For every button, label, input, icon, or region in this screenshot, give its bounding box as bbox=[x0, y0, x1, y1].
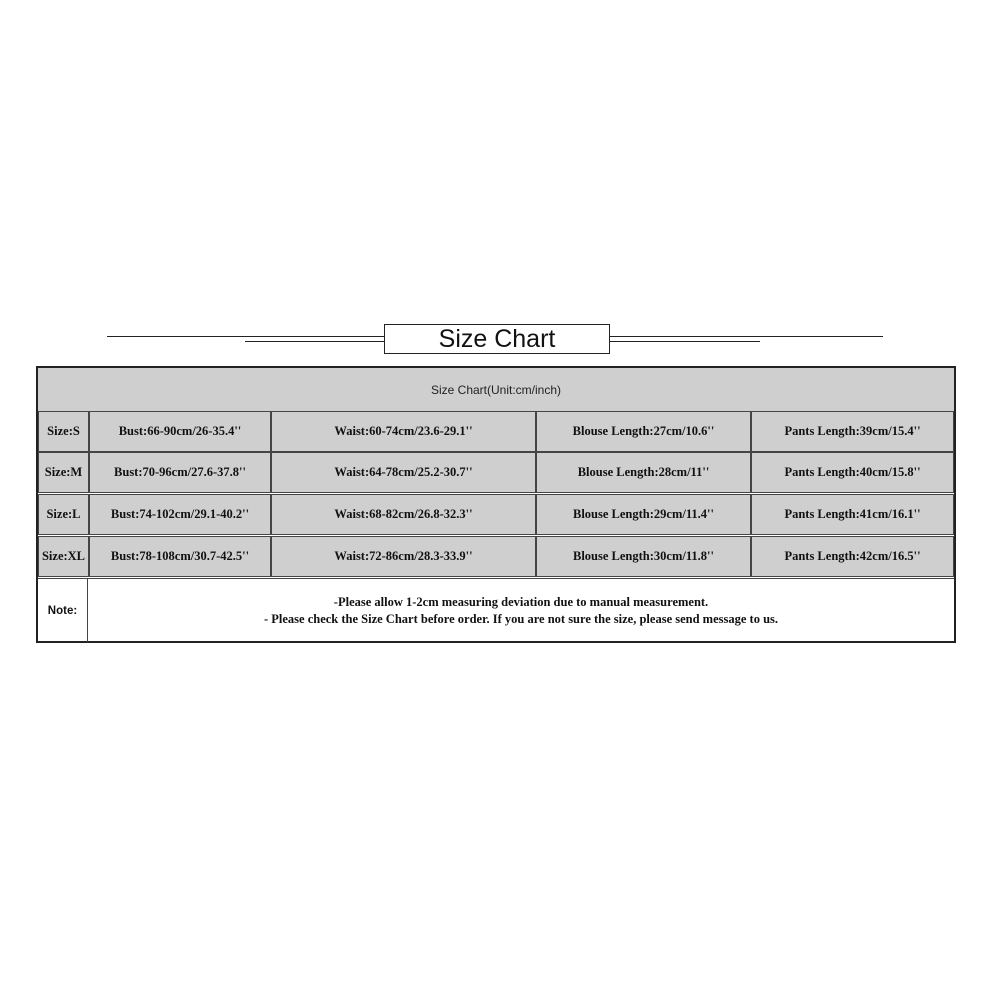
size-cell: Size:M bbox=[38, 452, 89, 493]
note-row bbox=[38, 578, 954, 642]
size-cell: Size:L bbox=[38, 494, 89, 535]
bust-cell: Bust:78-108cm/30.7-42.5'' bbox=[89, 536, 271, 577]
title-divider-left-long bbox=[107, 336, 384, 337]
waist-cell: Waist:60-74cm/23.6-29.1'' bbox=[271, 411, 536, 452]
note-line: - Please check the Size Chart before order. If you are not sure the size, please send message to us. bbox=[263, 611, 779, 626]
table-row bbox=[38, 494, 954, 535]
pants-length-cell: Pants Length:40cm/15.8'' bbox=[751, 452, 954, 493]
table-row bbox=[38, 536, 954, 577]
title-divider-left-short bbox=[245, 341, 384, 342]
bust-cell: Bust:66-90cm/26-35.4'' bbox=[89, 411, 271, 452]
size-cell: Size:XL bbox=[38, 536, 89, 577]
waist-cell: Waist:72-86cm/28.3-33.9'' bbox=[271, 536, 536, 577]
size-chart-table bbox=[36, 366, 956, 643]
pants-length-cell: Pants Length:41cm/16.1'' bbox=[751, 494, 954, 535]
table-row bbox=[38, 411, 954, 452]
bust-cell: Bust:74-102cm/29.1-40.2'' bbox=[89, 494, 271, 535]
note-label: Note: bbox=[38, 579, 88, 642]
note-text bbox=[88, 579, 954, 642]
table-header: Size Chart(Unit:cm/inch) bbox=[38, 368, 954, 412]
blouse-length-cell: Blouse Length:30cm/11.8'' bbox=[536, 536, 751, 577]
blouse-length-cell: Blouse Length:27cm/10.6'' bbox=[536, 411, 751, 452]
blouse-length-cell: Blouse Length:29cm/11.4'' bbox=[536, 494, 751, 535]
page-title: Size Chart bbox=[384, 324, 610, 354]
blouse-length-cell: Blouse Length:28cm/11'' bbox=[536, 452, 751, 493]
waist-cell: Waist:68-82cm/26.8-32.3'' bbox=[271, 494, 536, 535]
table-row bbox=[38, 452, 954, 493]
bust-cell: Bust:70-96cm/27.6-37.8'' bbox=[89, 452, 271, 493]
pants-length-cell: Pants Length:39cm/15.4'' bbox=[751, 411, 954, 452]
pants-length-cell: Pants Length:42cm/16.5'' bbox=[751, 536, 954, 577]
note-line: -Please allow 1-2cm measuring deviation due to manual measurement. bbox=[333, 594, 709, 609]
title-divider-right-long bbox=[610, 336, 883, 337]
waist-cell: Waist:64-78cm/25.2-30.7'' bbox=[271, 452, 536, 493]
title-divider-right-short bbox=[610, 341, 760, 342]
size-cell: Size:S bbox=[38, 411, 89, 452]
